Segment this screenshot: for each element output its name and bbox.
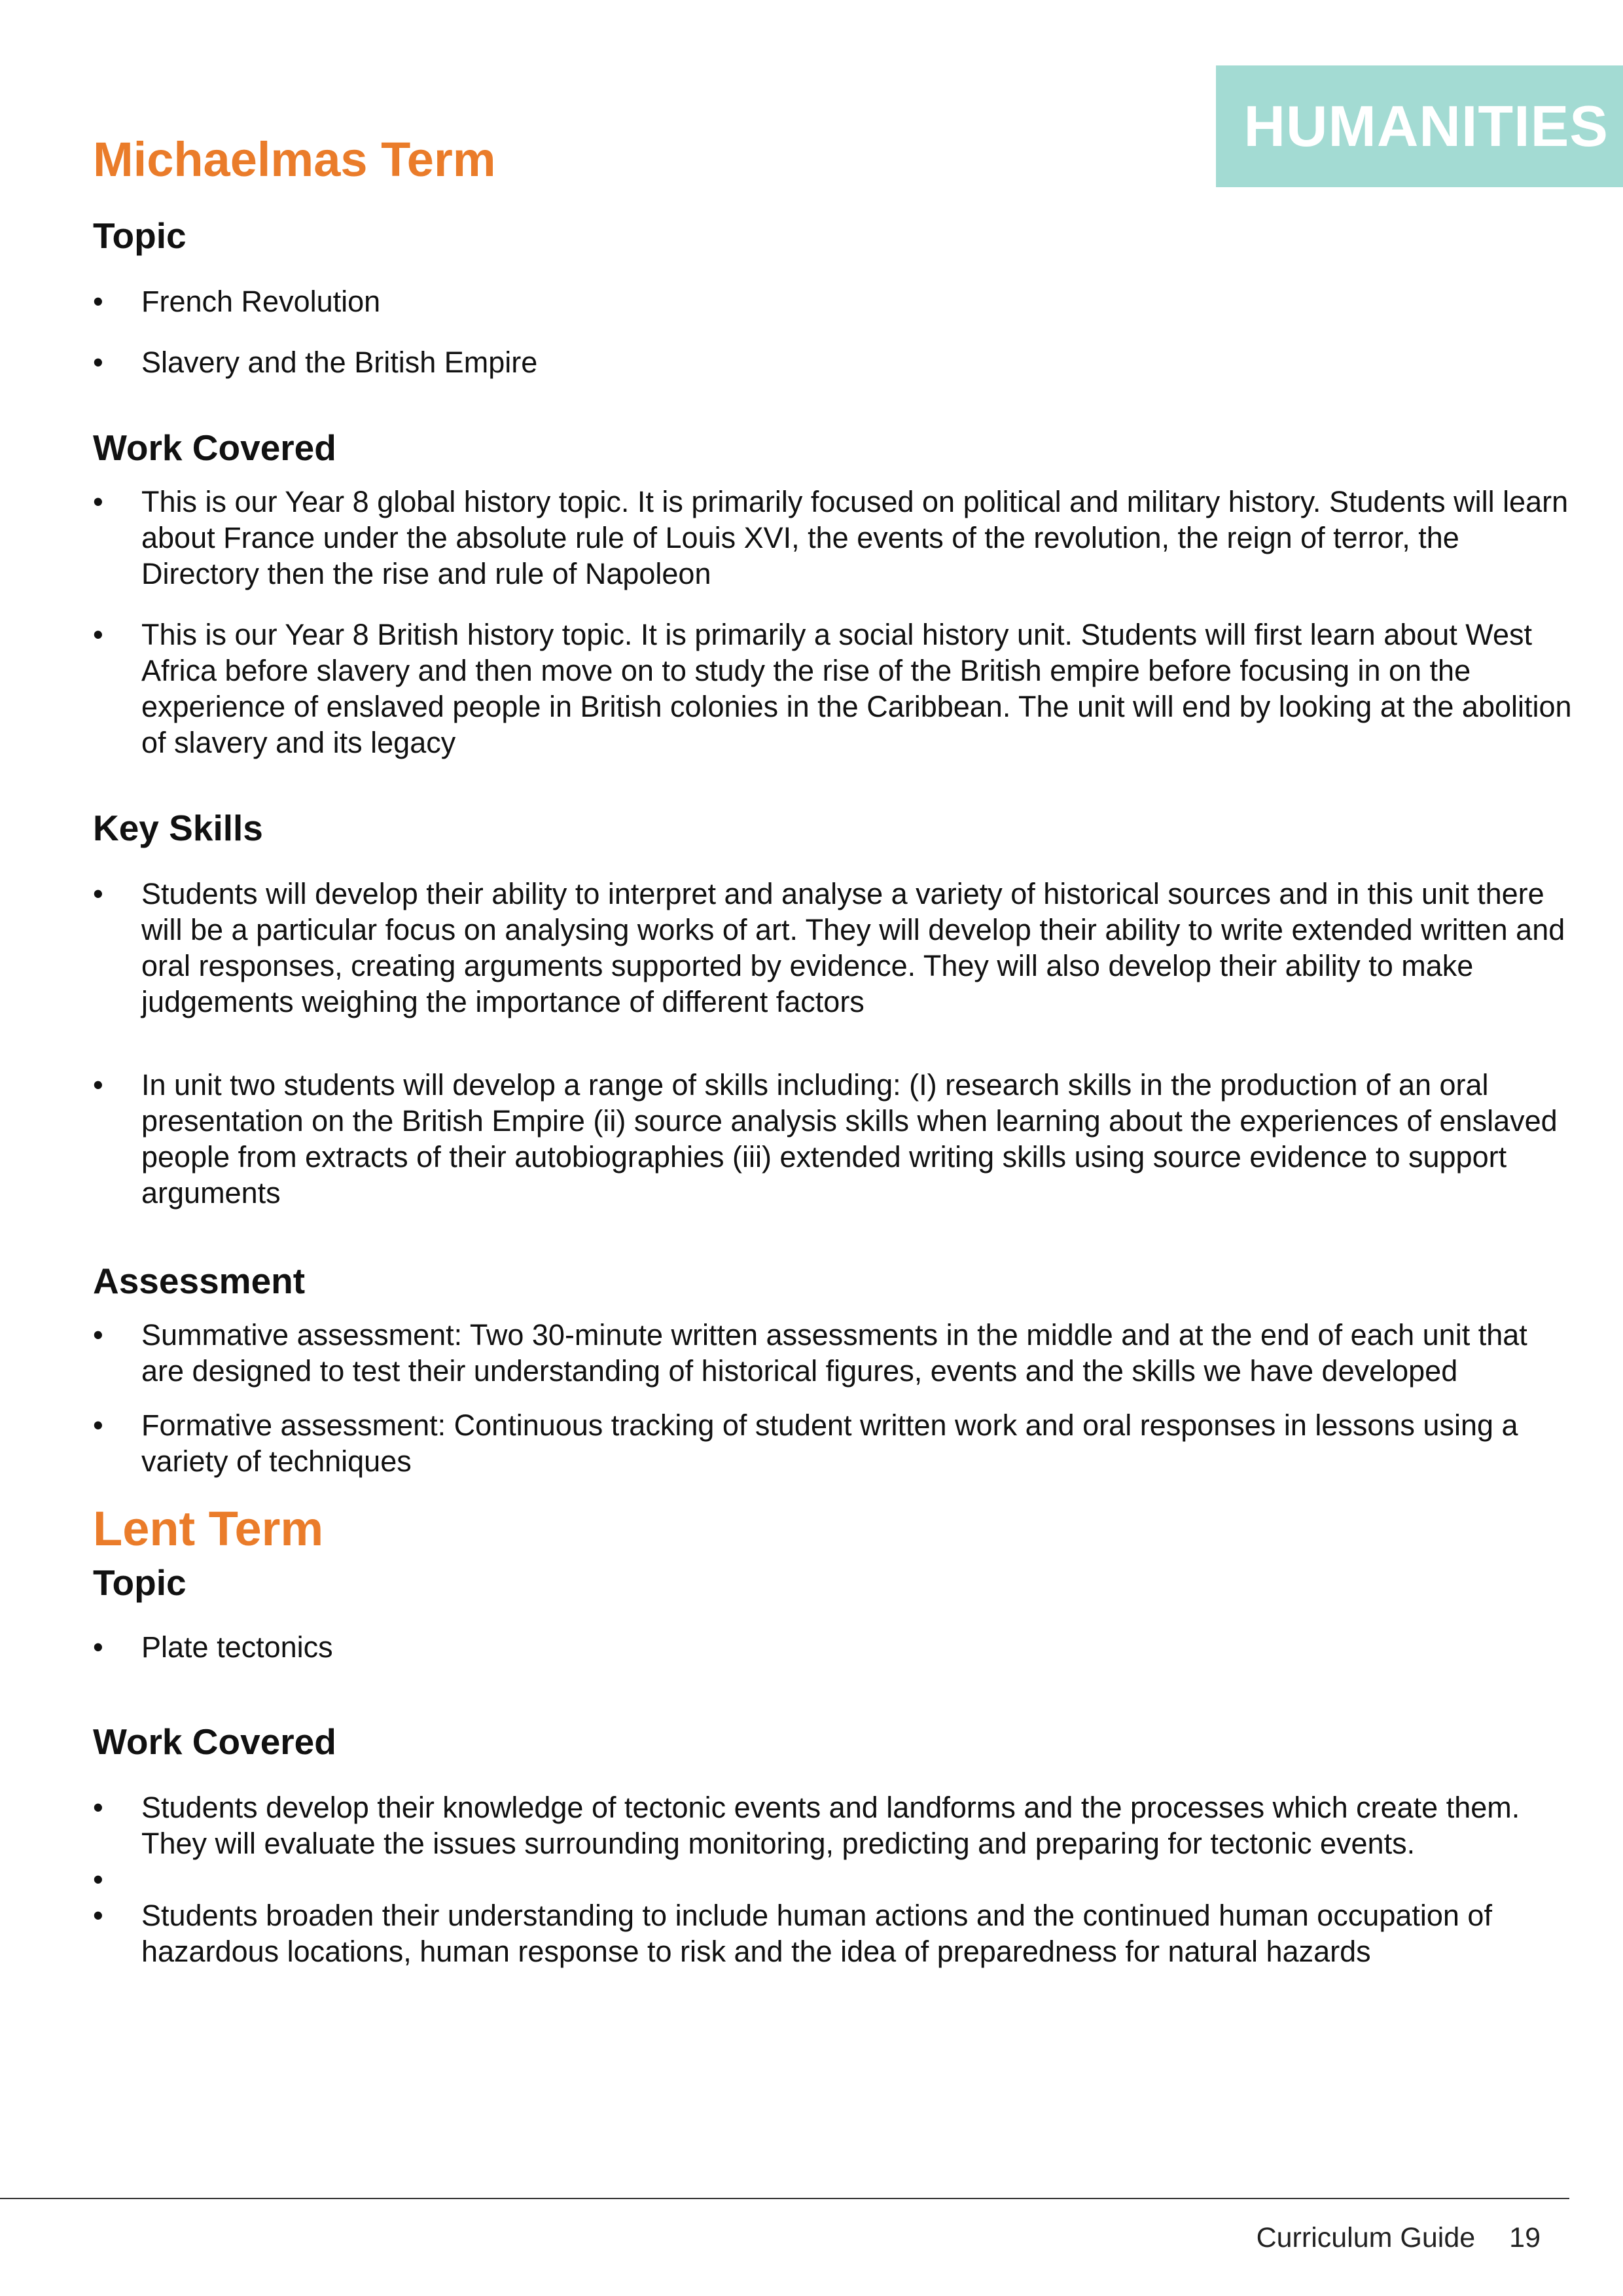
page-footer bbox=[1257, 2222, 1541, 2254]
footer-label: Curriculum Guide bbox=[1256, 2222, 1476, 2253]
lent-topic-heading: Topic bbox=[93, 1562, 187, 1603]
list-item: • Slavery and the British Empire bbox=[93, 344, 1572, 380]
lent-work-list bbox=[93, 1789, 1572, 1969]
list-item: • This is our Year 8 British history topic. It is primarily a social history unit. Students will first learn about West Africa before slavery and then move on to study the rise of the British empire before focusing in on the experience of enslaved people in British colonies in the Caribbean. The unit will end by looking at the abolition of slavery and its legacy bbox=[93, 617, 1572, 761]
lent-topic-list bbox=[93, 1629, 1572, 1665]
list-item: • Formative assessment: Continuous tracking of student written work and oral responses in lessons using a variety of techniques bbox=[93, 1407, 1572, 1479]
lent-work-heading: Work Covered bbox=[93, 1721, 336, 1762]
page-number: 19 bbox=[1509, 2222, 1541, 2253]
list-item: • French Revolution bbox=[93, 283, 1572, 319]
michaelmas-skills-heading: Key Skills bbox=[93, 807, 263, 848]
list-item: • This is our Year 8 global history topic. It is primarily focused on political and military history. Students will learn about France under the absolute rule of Louis XVI, the events of the revolution, the reign of terror, the Directory then the rise and rule of Napoleon bbox=[93, 484, 1572, 592]
michaelmas-work-heading: Work Covered bbox=[93, 427, 336, 468]
list-item: • Students broaden their understanding to include human actions and the continued human occupation of hazardous locations, human response to risk and the idea of preparedness for natural hazards bbox=[93, 1897, 1572, 1969]
list-item bbox=[93, 1861, 1572, 1897]
list-item: • Students develop their knowledge of tectonic events and landforms and the processes which create them. They will evaluate the issues surrounding monitoring, predicting and preparing for tectonic events. bbox=[93, 1789, 1572, 1861]
list-item: • Summative assessment: Two 30-minute written assessments in the middle and at the end of each unit that are designed to test their understanding of historical figures, events and the skills we have developed bbox=[93, 1317, 1572, 1389]
michaelmas-assessment-heading: Assessment bbox=[93, 1260, 306, 1301]
michaelmas-term-title: Michaelmas Term bbox=[93, 132, 496, 187]
michaelmas-assessment-list bbox=[93, 1317, 1572, 1479]
section-tag: HUMANITIES bbox=[1216, 65, 1623, 187]
lent-term-title: Lent Term bbox=[93, 1501, 324, 1556]
footer-divider bbox=[0, 2198, 1569, 2199]
list-item: • Plate tectonics bbox=[93, 1629, 1572, 1665]
page-content bbox=[93, 118, 1572, 1969]
michaelmas-work-list bbox=[93, 484, 1572, 761]
list-item: • In unit two students will develop a range of skills including: (I) research skills in the production of an oral presentation on the British Empire (ii) source analysis skills when learning about the experiences of enslaved people from extracts of their autobiographies (iii) extended writing skills using source evidence to support arguments bbox=[93, 1067, 1572, 1211]
list-item: • Students will develop their ability to interpret and analyse a variety of historical sources and in this unit there will be a particular focus on analysing works of art. They will develop their ability to write extended written and oral responses, creating arguments supported by evidence. They will also develop their ability to make judgements weighing the importance of different factors bbox=[93, 876, 1572, 1020]
michaelmas-topic-list bbox=[93, 283, 1572, 380]
michaelmas-topic-heading: Topic bbox=[93, 215, 187, 256]
michaelmas-skills-list bbox=[93, 876, 1572, 1211]
